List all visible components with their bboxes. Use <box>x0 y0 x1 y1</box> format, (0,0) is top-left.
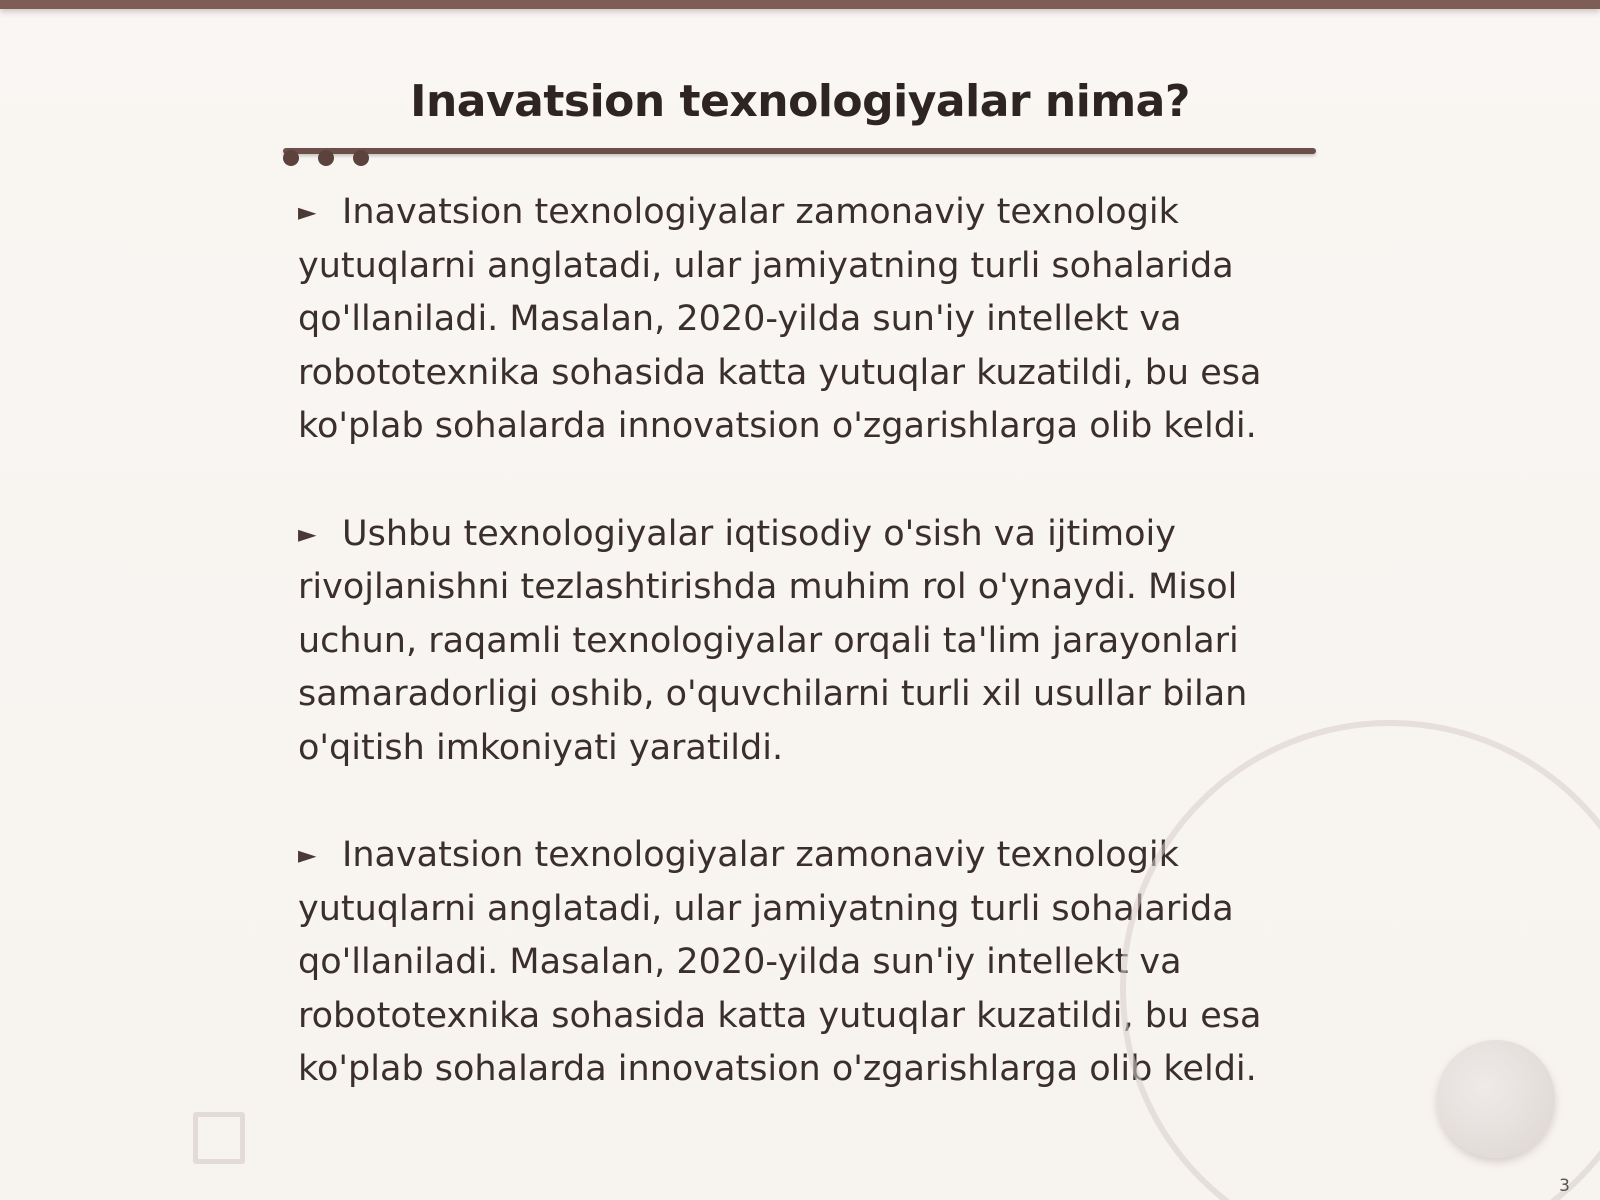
slide-title: Inavatsion texnologiyalar nima? <box>410 76 1190 127</box>
bullet-item <box>298 186 1318 454</box>
play-triangle-icon: ► <box>298 841 317 869</box>
decorative-dot <box>353 150 369 166</box>
bullet-text: Inavatsion texnologiyalar zamonaviy texnologik yutuqlarni anglatadi, ular jamiyatning turli sohalarida qo'llaniladi. Masalan, 2020-yilda sun'iy intellekt va robototexnika sohasida katta yutuqlar kuzatildi, bu esa ko'plab sohalarda innovatsion o'zgarishlarga olib keldi. <box>298 192 1262 446</box>
decorative-dot <box>318 150 334 166</box>
slide-number: 3 <box>1559 1176 1570 1196</box>
decorative-dot <box>283 150 299 166</box>
play-triangle-icon: ► <box>298 519 317 548</box>
bullet-item <box>298 508 1318 776</box>
title-underline <box>283 148 1316 154</box>
bullet-text: Ushbu texnologiyalar iqtisodiy o'sish va ijtimoiy rivojlanishni tezlashtirishda muhim rol o'ynaydi. Misol uchun, raqamli texnologiyalar orqali ta'lim jarayonlari samaradorligi oshib, o'quvchilarni turli xil usullar bilan o'qitish imkoniyati yaratildi. <box>298 513 1248 768</box>
decorative-square <box>193 1112 245 1164</box>
play-triangle-icon: ► <box>298 198 317 226</box>
top-accent-bar <box>0 0 1600 9</box>
decorative-disc <box>1437 1040 1555 1158</box>
bullet-text: Inavatsion texnologiyalar zamonaviy texnologik yutuqlarni anglatadi, ular jamiyatning turli sohalarida qo'llaniladi. Masalan, 2020-yilda sun'iy intellekt va robototexnika sohasida katta yutuqlar kuzatildi, bu esa ko'plab sohalarda innovatsion o'zgarishlarga olib keldi. <box>298 835 1262 1089</box>
